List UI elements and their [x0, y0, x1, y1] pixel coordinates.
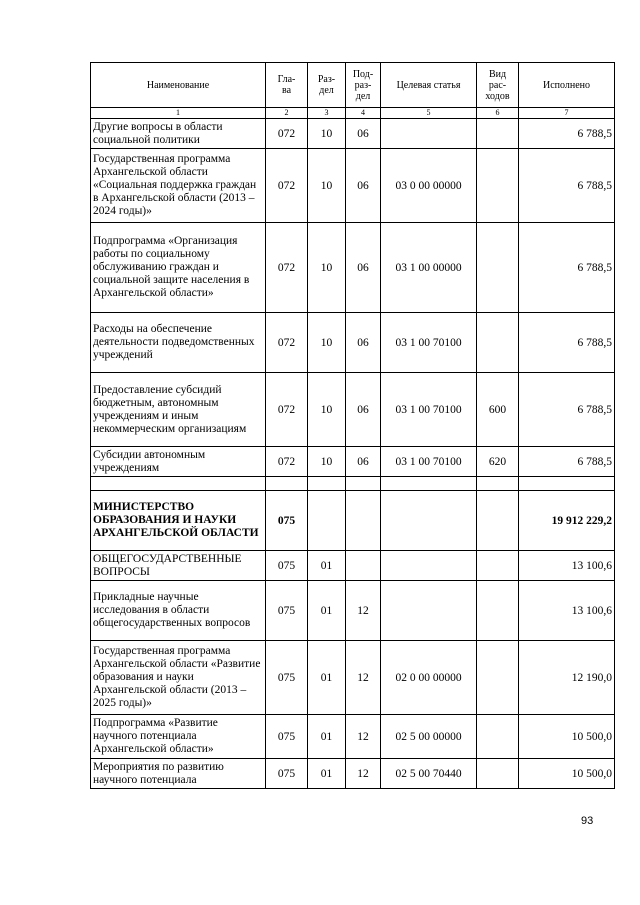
- row-name: Предоставление субсидий бюджетным, автономным учреждениям и иным некоммерческим организациям: [91, 373, 266, 447]
- table-row: [91, 149, 615, 223]
- table-row: [91, 447, 615, 477]
- row-target: 03 1 00 70100: [381, 447, 477, 477]
- row-name: Государственная программа Архангельской области «Развитие образования и науки Архангельской области (2013 – 2025 годы)»: [91, 641, 266, 715]
- row-name: Мероприятия по развитию научного потенциала: [91, 759, 266, 789]
- header-vid: Вид рас- ходов: [477, 63, 519, 108]
- row-razdel: 10: [308, 149, 346, 223]
- row-amount: 10 500,0: [519, 715, 615, 759]
- row-amount: 6 788,5: [519, 313, 615, 373]
- row-podrazdel: 06: [346, 119, 381, 149]
- row-name: Субсидии автономным учреждениям: [91, 447, 266, 477]
- header-amount: Исполнено: [519, 63, 615, 108]
- row-glava: [266, 477, 308, 491]
- row-target: 02 5 00 00000: [381, 715, 477, 759]
- row-podrazdel: [346, 477, 381, 491]
- row-vid: [477, 119, 519, 149]
- row-vid: [477, 149, 519, 223]
- header-target: Целевая статья: [381, 63, 477, 108]
- table-row: [91, 551, 615, 581]
- row-vid: [477, 759, 519, 789]
- row-vid: [477, 491, 519, 551]
- row-podrazdel: 06: [346, 447, 381, 477]
- row-vid: [477, 313, 519, 373]
- row-amount: 6 788,5: [519, 223, 615, 313]
- header-podrazdel: Под- раз- дел: [346, 63, 381, 108]
- row-vid: [477, 641, 519, 715]
- row-glava: 072: [266, 447, 308, 477]
- table-row: [91, 715, 615, 759]
- table-row: [91, 223, 615, 313]
- page-number: 93: [581, 815, 594, 827]
- row-razdel: 01: [308, 581, 346, 641]
- column-number: 4: [346, 108, 381, 119]
- row-target: [381, 119, 477, 149]
- row-amount: 13 100,6: [519, 551, 615, 581]
- row-glava: 075: [266, 759, 308, 789]
- row-name: [91, 477, 266, 491]
- row-razdel: 10: [308, 373, 346, 447]
- row-glava: 075: [266, 715, 308, 759]
- row-vid: [477, 551, 519, 581]
- row-target: 03 0 00 00000: [381, 149, 477, 223]
- header-row: [91, 63, 615, 108]
- row-vid: [477, 581, 519, 641]
- header-razdel: Раз- дел: [308, 63, 346, 108]
- row-target: 03 1 00 70100: [381, 373, 477, 447]
- row-glava: 072: [266, 223, 308, 313]
- row-amount: [519, 477, 615, 491]
- row-amount: 6 788,5: [519, 149, 615, 223]
- row-vid: [477, 715, 519, 759]
- table-row: [91, 119, 615, 149]
- header-glava: Гла- ва: [266, 63, 308, 108]
- row-razdel: 10: [308, 223, 346, 313]
- column-number: 7: [519, 108, 615, 119]
- row-target: 02 0 00 00000: [381, 641, 477, 715]
- row-amount: 6 788,5: [519, 447, 615, 477]
- row-target: [381, 581, 477, 641]
- table-row: [91, 313, 615, 373]
- table-row: [91, 373, 615, 447]
- row-glava: 072: [266, 119, 308, 149]
- row-vid: [477, 223, 519, 313]
- row-razdel: 10: [308, 313, 346, 373]
- row-name: МИНИСТЕРСТВО ОБРАЗОВАНИЯ И НАУКИ АРХАНГЕЛЬСКОЙ ОБЛАСТИ: [91, 491, 266, 551]
- row-glava: 075: [266, 641, 308, 715]
- row-podrazdel: 06: [346, 313, 381, 373]
- row-podrazdel: [346, 491, 381, 551]
- row-podrazdel: 12: [346, 759, 381, 789]
- row-target: [381, 551, 477, 581]
- row-vid: 620: [477, 447, 519, 477]
- table-row: [91, 759, 615, 789]
- row-target: 03 1 00 00000: [381, 223, 477, 313]
- table-row: [91, 641, 615, 715]
- row-razdel: 01: [308, 759, 346, 789]
- table-row: [91, 491, 615, 551]
- row-vid: [477, 477, 519, 491]
- table-body: [91, 119, 615, 789]
- row-name: ОБЩЕГОСУДАРСТВЕННЫЕ ВОПРОСЫ: [91, 551, 266, 581]
- row-podrazdel: 06: [346, 373, 381, 447]
- row-podrazdel: 06: [346, 223, 381, 313]
- row-name: Подпрограмма «Организация работы по социальному обслуживанию граждан и социальной защите населения в Архангельской области»: [91, 223, 266, 313]
- row-razdel: 10: [308, 447, 346, 477]
- row-amount: 13 100,6: [519, 581, 615, 641]
- column-number: 2: [266, 108, 308, 119]
- row-name: Расходы на обеспечение деятельности подведомственных учреждений: [91, 313, 266, 373]
- row-razdel: 01: [308, 715, 346, 759]
- row-glava: 072: [266, 373, 308, 447]
- row-razdel: [308, 491, 346, 551]
- row-glava: 072: [266, 149, 308, 223]
- row-podrazdel: 06: [346, 149, 381, 223]
- column-number: 6: [477, 108, 519, 119]
- row-razdel: 01: [308, 641, 346, 715]
- row-glava: 075: [266, 551, 308, 581]
- row-podrazdel: 12: [346, 715, 381, 759]
- column-number-row: [91, 108, 615, 119]
- row-razdel: [308, 477, 346, 491]
- row-amount: 12 190,0: [519, 641, 615, 715]
- row-target: [381, 477, 477, 491]
- row-amount: 10 500,0: [519, 759, 615, 789]
- column-number: 1: [91, 108, 266, 119]
- budget-table: [90, 62, 615, 789]
- row-name: Прикладные научные исследования в области общегосударственных вопросов: [91, 581, 266, 641]
- row-razdel: 10: [308, 119, 346, 149]
- row-glava: 075: [266, 491, 308, 551]
- row-razdel: 01: [308, 551, 346, 581]
- row-target: 02 5 00 70440: [381, 759, 477, 789]
- header-name: Наименование: [91, 63, 266, 108]
- row-name: Подпрограмма «Развитие научного потенциала Архангельской области»: [91, 715, 266, 759]
- row-glava: 075: [266, 581, 308, 641]
- row-name: Государственная программа Архангельской области «Социальная поддержка граждан в Архангельской области (2013 – 2024 годы)»: [91, 149, 266, 223]
- row-podrazdel: 12: [346, 641, 381, 715]
- row-podrazdel: [346, 551, 381, 581]
- table-row: [91, 581, 615, 641]
- row-name: Другие вопросы в области социальной политики: [91, 119, 266, 149]
- empty-row: [91, 477, 615, 491]
- row-target: [381, 491, 477, 551]
- row-podrazdel: 12: [346, 581, 381, 641]
- row-amount: 6 788,5: [519, 119, 615, 149]
- row-amount: 19 912 229,2: [519, 491, 615, 551]
- row-vid: 600: [477, 373, 519, 447]
- column-number: 5: [381, 108, 477, 119]
- row-glava: 072: [266, 313, 308, 373]
- row-target: 03 1 00 70100: [381, 313, 477, 373]
- column-number: 3: [308, 108, 346, 119]
- row-amount: 6 788,5: [519, 373, 615, 447]
